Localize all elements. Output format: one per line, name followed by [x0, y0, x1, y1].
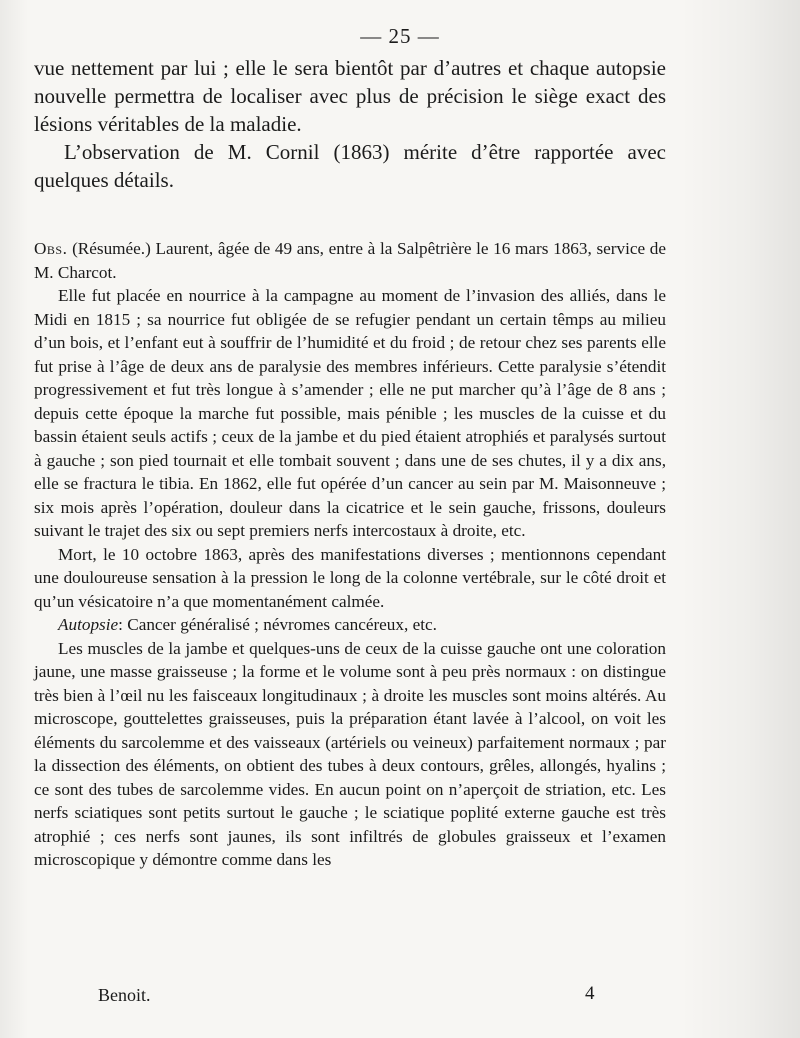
observation-death: Mort, le 10 octobre 1863, après des manifestations diverses ; mentionnons cependant une douloureuse sensation à la pression le long de la colonne vertébrale, sur le côté droit et qu’un vésicatoire n’a que momentanément calmée.	[34, 544, 666, 611]
observation-block	[34, 237, 666, 872]
page-number: — 25 —	[360, 24, 440, 48]
intro-paragraph-2: L’observation de M. Cornil (1863) mérite d’être rapportée avec quelques détails.	[34, 140, 666, 192]
autopsy-text: : Cancer généralisé ; névromes cancéreux, etc.	[118, 615, 437, 634]
intro-paragraph-1: vue nettement par lui ; elle le sera bientôt par d’autres et chaque autopsie nouvelle permettra de localiser avec plus de précision le siège exact des lésions véritables de la maladie.	[34, 56, 666, 136]
autopsy-summary-paragraph	[34, 613, 666, 637]
footer-author: Benoit.	[98, 985, 151, 1005]
autopsy-findings: Les muscles de la jambe et quelques-uns de ceux de la cuisse gauche ont une coloration jaune, une masse graisseuse ; la forme et le volume sont à peu près normaux : on distingue très bien à l’œil nu les faisceaux longitudinaux ; à droite les muscles sont moins altérés. Au microscope, gouttelettes graisseuses, puis la préparation étant lavée à l’alcool, on voit les éléments du sarcolemme et des vaisseaux (artériels ou veineux) parfaitement normaux ; par la dissection des éléments, on obtient des tubes à deux contours, grêles, allongés, hyalins ; ce sont des tubes de sarcolemme vides. En aucun point on n’aperçoit de striation, etc. Les nerfs sciatiques sont petits surtout le gauche ; le sciatique poplité externe gauche est très atrophié ; ces nerfs sont jaunes, ils sont infiltrés de globules graisseux et l’examen microscopique y démontre comme dans les	[34, 638, 666, 869]
left-page-shadow	[0, 0, 28, 1038]
observation-label: Obs.	[34, 239, 68, 258]
intro-text-block	[34, 54, 666, 194]
autopsy-label: Autopsie	[58, 615, 119, 634]
right-page-shadow	[680, 0, 800, 1038]
footer-signature: 4	[585, 983, 595, 1004]
observation-history: Elle fut placée en nourrice à la campagne au moment de l’invasion des alliés, dans le Midi en 1815 ; sa nourrice fut obligée de se refugier pendant un certain têmps au milieu d’un bois, et l’enfant eut à souffrir de l’humidité et du froid ; de retour chez ses parents elle fut prise à l’âge de deux ans de paralysie des membres inférieurs. Cette paralysie s’étendit progressivement et fut très longue à s’amender ; elle ne put marcher qu’à l’âge de 8 ans ; depuis cette époque la marche fut possible, mais pénible ; les muscles de la cuisse et du bassin étaient seuls actifs ; ceux de la jambe et du pied étaient atrophiés et paralysés surtout à gauche ; son pied tournait et elle tombait souvent ; dans une de ses chutes, il y a dix ans, elle se fractura le tibia. En 1862, elle fut opérée d’un cancer au sein par M. Maisonneuve ; six mois après l’opération, douleur dans la cicatrice et le sein gauche, frissons, douleurs suivant le trajet des six ou sept premiers nerfs intercostaux à droite, etc.	[34, 286, 666, 540]
observation-summary: (Résumée.) Laurent, âgée de 49 ans, entre à la Salpêtrière le 16 mars 1863, service de M. Charcot.	[34, 239, 667, 282]
observation-summary-paragraph	[34, 237, 666, 284]
